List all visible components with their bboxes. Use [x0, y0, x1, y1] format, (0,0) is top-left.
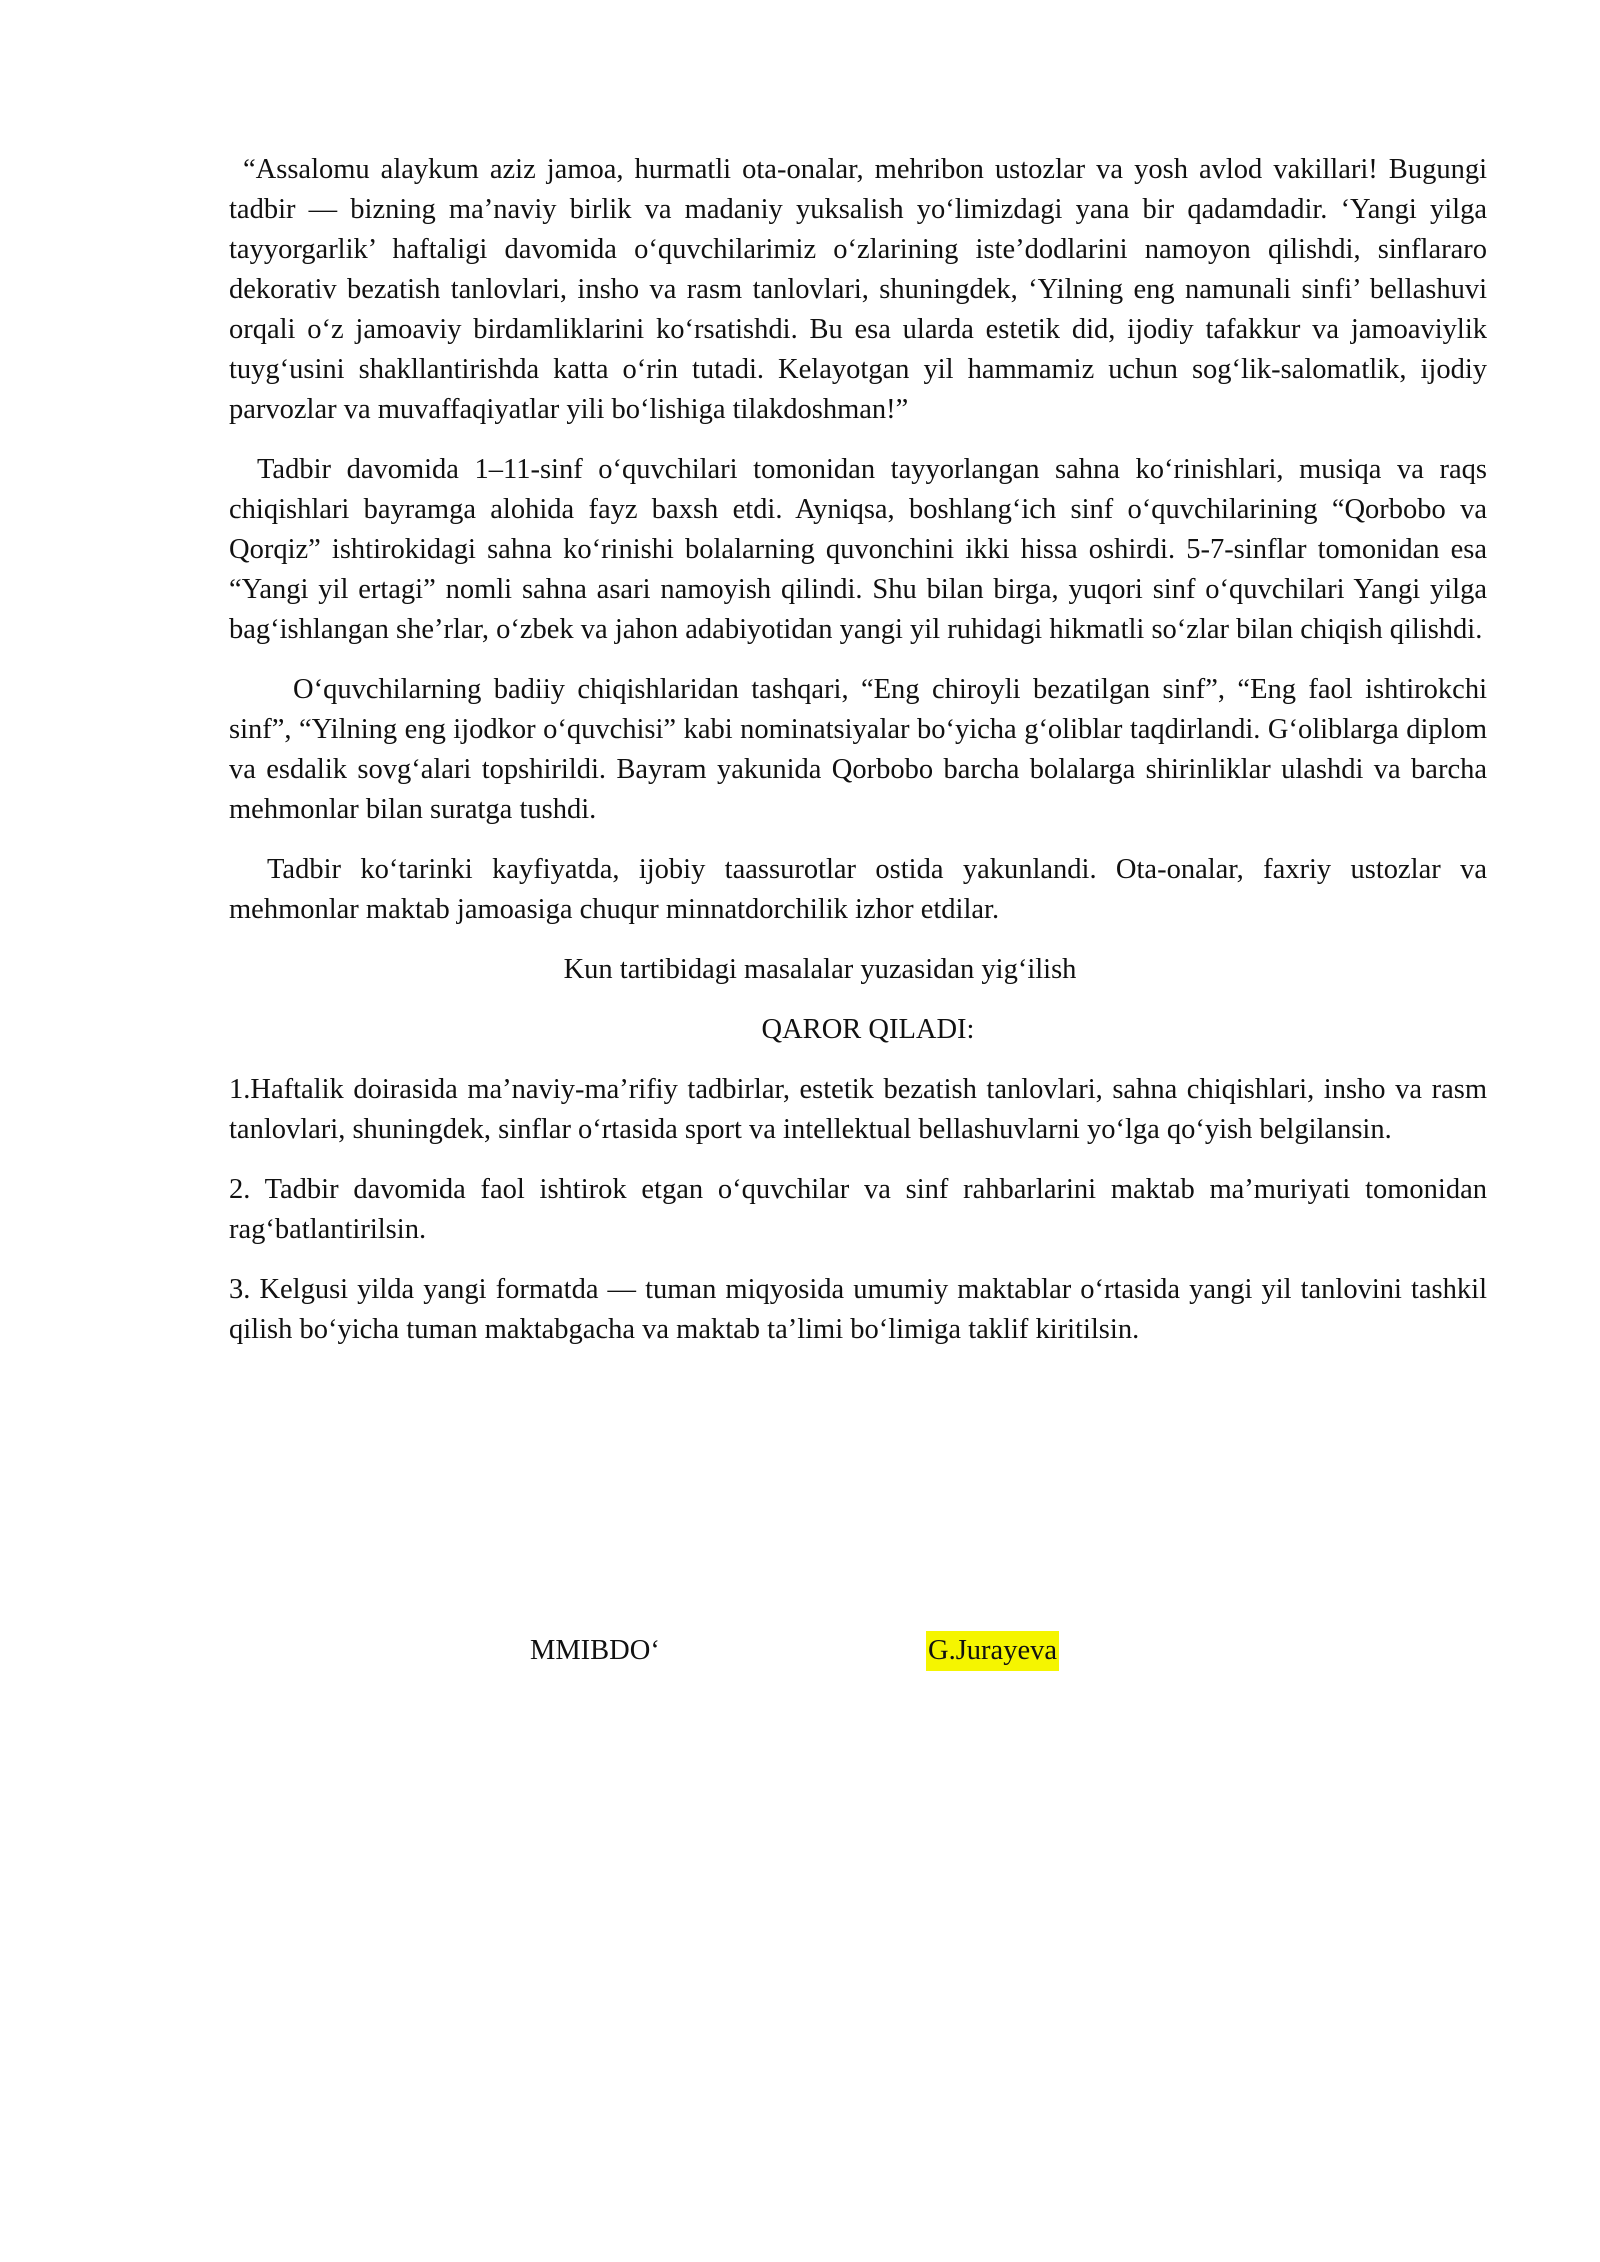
decision-item-3: 3. Kelgusi yilda yangi formatda — tuman miqyosida umumiy maktablar oʻrtasida yangi yil tanlovini tashkil qilish boʻyicha tuman maktabgacha va maktab taʼlimi boʻlimiga taklif kiritilsin.	[229, 1274, 1487, 1345]
speech-paragraph: “Assalomu alaykum aziz jamoa, hurmatli ota-onalar, mehribon ustozlar va yosh avlod vakillari! Bugungi tadbir — bizning maʼnaviy birlik va madaniy yuksalish yoʻlimizdagi yana bir qadamdadir. ‘Yangi yilga tayyorgarlik’ haftaligi davomida oʻquvchilarimiz oʻzlarining isteʼdodlarini namoyon qilishdi, sinflararo dekorativ bezatish tanlovlari, insho va rasm tanlovlari, shuningdek, ‘Yilning eng namunali sinfi’ bellashuvi orqali oʻz jamoaviy birdamliklarini koʻrsatishdi. Bu esa ularda estetik did, ijodiy tafakkur va jamoaviylik tuygʻusini shakllantirishda katta oʻrin tutadi. Kelayotgan yil hammamiz uchun sogʻlik-salomatlik, ijodiy parvozlar va muvaffaqiyatlar yili boʻlishiga tilakdoshman!”	[229, 154, 1487, 425]
agenda-line: Kun tartibidagi masalalar yuzasidan yigʻilish	[563, 954, 1077, 985]
decision-item-2: 2. Tadbir davomida faol ishtirok etgan oʻquvchilar va sinf rahbarlarini maktab maʼmuriyati tomonidan ragʻbatlantirilsin.	[229, 1174, 1487, 1245]
closing-paragraph: Tadbir koʻtarinki kayfiyatda, ijobiy taassurotlar ostida yakunlandi. Ota-onalar, faxriy ustozlar va mehmonlar maktab jamoasiga chuqur minnatdorchilik izhor etdilar.	[229, 854, 1487, 925]
document-page	[229, 150, 1487, 1370]
awards-paragraph: Oʻquvchilarning badiiy chiqishlaridan tashqari, “Eng chiroyli bezatilgan sinf”, “Eng faol ishtirokchi sinf”, “Yilning eng ijodkor oʻquvchisi” kabi nominatsiyalar boʻyicha gʻoliblar taqdirlandi. Gʻoliblarga diplom va esdalik sovgʻalari topshirildi. Bayram yakunida Qorbobo barcha bolalarga shirinliklar ulashdi va barcha mehmonlar bilan suratga tushdi.	[229, 674, 1487, 825]
decision-item-1: 1.Haftalik doirasida maʼnaviy-maʼrifiy tadbirlar, estetik bezatish tanlovlari, sahna chiqishlari, insho va rasm tanlovlari, shuningdek, sinflar oʻrtasida sport va intellektual bellashuvlarni yoʻlga qoʻyish belgilansin.	[229, 1074, 1487, 1145]
signature-organization: MMIBDOʻ	[530, 1635, 660, 1666]
event-paragraph: Tadbir davomida 1–11-sinf oʻquvchilari tomonidan tayyorlangan sahna koʻrinishlari, musiqa va raqs chiqishlari bayramga alohida fayz baxsh etdi. Ayniqsa, boshlangʻich sinf oʻquvchilarining “Qorbobo va Qorqiz” ishtirokidagi sahna koʻrinishi bolalarning quvonchini ikki hissa oshirdi. 5-7-sinflar tomonidan esa “Yangi yil ertagi” nomli sahna asari namoyish qilindi. Shu bilan birga, yuqori sinf oʻquvchilari Yangi yilga bagʻishlangan sheʼrlar, oʻzbek va jahon adabiyotidan yangi yil ruhidagi hikmatli soʻzlar bilan chiqish qilishdi.	[229, 454, 1487, 645]
decision-heading: QAROR QILADI:	[761, 1014, 975, 1045]
signature-name: G.Jurayeva	[926, 1631, 1059, 1671]
